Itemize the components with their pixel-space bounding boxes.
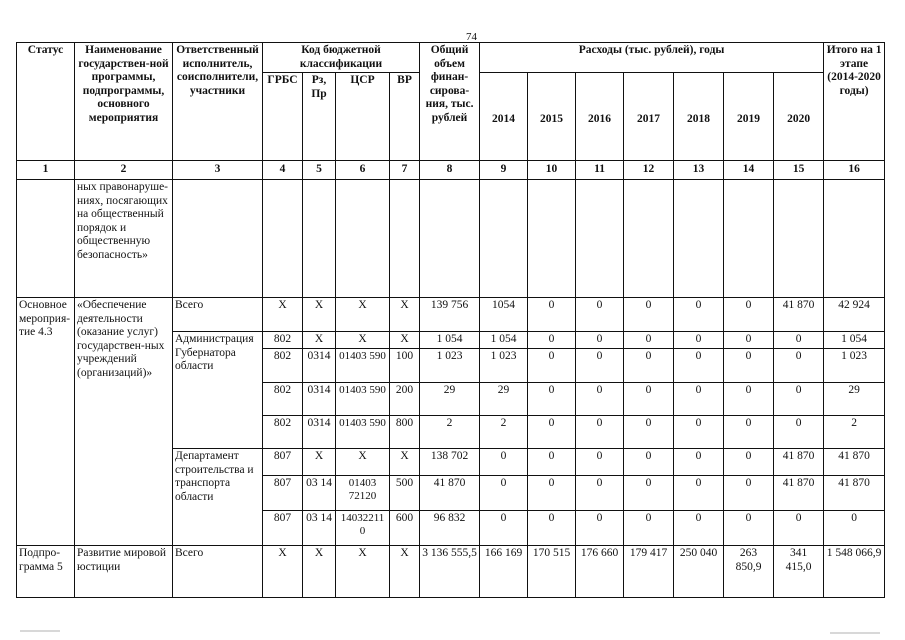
empty-cell (173, 180, 263, 298)
header-total-volume: Общий объем финан-сирова-ния, тыс. рублей (420, 43, 480, 161)
year-cell: 0 (674, 298, 724, 332)
header-year: 2016 (576, 73, 624, 161)
empty-cell (674, 180, 724, 298)
header-year: 2017 (624, 73, 674, 161)
column-number: 16 (824, 161, 885, 180)
rzpr-cell: X (303, 449, 336, 476)
column-number: 5 (303, 161, 336, 180)
year-cell: 0 (624, 349, 674, 383)
year-cell: 0 (528, 383, 576, 416)
itogo-cell: 2 (824, 416, 885, 449)
empty-cell (528, 180, 576, 298)
column-number: 15 (774, 161, 824, 180)
year-cell: 0 (774, 416, 824, 449)
empty-cell (263, 180, 303, 298)
column-number: 3 (173, 161, 263, 180)
year-cell: 0 (528, 511, 576, 546)
grbs-cell: 802 (263, 416, 303, 449)
empty-cell (303, 180, 336, 298)
program-name-cell: «Обеспечение деятельности (оказание услуг) государствен-ных учреждений (организаций)» (75, 298, 173, 546)
responsible-cell: Администрация Губернатора области (173, 332, 263, 449)
year-cell: 0 (480, 449, 528, 476)
column-number: 14 (724, 161, 774, 180)
column-number: 4 (263, 161, 303, 180)
year-cell: 0 (624, 476, 674, 511)
empty-cell (390, 180, 420, 298)
itogo-cell: 0 (824, 511, 885, 546)
year-cell: 0 (674, 349, 724, 383)
itogo-cell: 41 870 (824, 449, 885, 476)
empty-cell (480, 180, 528, 298)
rzpr-cell: X (303, 298, 336, 332)
budget-table (16, 42, 885, 598)
header-year: 2020 (774, 73, 824, 161)
year-cell: 0 (576, 476, 624, 511)
vr-cell: X (390, 298, 420, 332)
year-cell: 0 (774, 383, 824, 416)
csr-cell: 01403 72120 (336, 476, 390, 511)
year-cell: 0 (724, 449, 774, 476)
status-cell: Подпро-грамма 5 (17, 546, 75, 598)
year-cell: 0 (774, 332, 824, 349)
year-cell: 0 (576, 332, 624, 349)
year-cell: 0 (624, 511, 674, 546)
year-cell: 0 (724, 416, 774, 449)
year-cell: 0 (624, 298, 674, 332)
total-cell: 138 702 (420, 449, 480, 476)
year-cell: 0 (576, 511, 624, 546)
csr-cell: X (336, 298, 390, 332)
rzpr-cell: X (303, 546, 336, 598)
year-cell: 0 (774, 511, 824, 546)
total-cell: 1 023 (420, 349, 480, 383)
grbs-cell: X (263, 298, 303, 332)
year-cell: 41 870 (774, 476, 824, 511)
program-name-cell: Развитие мировой юстиции (75, 546, 173, 598)
table-row (17, 298, 885, 332)
itogo-cell: 29 (824, 383, 885, 416)
year-cell: 263 850,9 (724, 546, 774, 598)
empty-cell (774, 180, 824, 298)
vr-cell: 200 (390, 383, 420, 416)
grbs-cell: 807 (263, 476, 303, 511)
vr-cell: 800 (390, 416, 420, 449)
year-cell: 0 (724, 511, 774, 546)
empty-cell (336, 180, 390, 298)
itogo-cell: 42 924 (824, 298, 885, 332)
scan-artifact-line (20, 630, 60, 632)
year-cell: 0 (624, 416, 674, 449)
csr-cell: 01403 590 (336, 416, 390, 449)
empty-cell (824, 180, 885, 298)
itogo-cell: 41 870 (824, 476, 885, 511)
grbs-cell: 807 (263, 511, 303, 546)
grbs-cell: 807 (263, 449, 303, 476)
header-name: Наименование государствен-ной программы, подпрограммы, основного мероприятия (75, 43, 173, 161)
scan-artifact-line (830, 632, 880, 634)
status-cell: Основное мероприя-тие 4.3 (17, 298, 75, 546)
rzpr-cell: 03 14 (303, 511, 336, 546)
csr-cell: 01403 590 (336, 383, 390, 416)
year-cell: 1054 (480, 298, 528, 332)
grbs-cell: 802 (263, 383, 303, 416)
column-number: 11 (576, 161, 624, 180)
header-status: Статус (17, 43, 75, 161)
year-cell: 0 (480, 476, 528, 511)
year-cell: 0 (480, 511, 528, 546)
rzpr-cell: 0314 (303, 416, 336, 449)
year-cell: 0 (724, 383, 774, 416)
header-grbs: ГРБС (263, 73, 303, 161)
total-cell: 139 756 (420, 298, 480, 332)
year-cell: 0 (674, 332, 724, 349)
year-cell: 176 660 (576, 546, 624, 598)
year-cell: 0 (674, 476, 724, 511)
column-number: 9 (480, 161, 528, 180)
header-year: 2015 (528, 73, 576, 161)
year-cell: 1 023 (480, 349, 528, 383)
csr-cell: 01403 590 (336, 349, 390, 383)
empty-cell (576, 180, 624, 298)
csr-cell: X (336, 449, 390, 476)
table-row (17, 546, 885, 598)
header-responsible: Ответственный исполнитель, соисполнители, участники (173, 43, 263, 161)
rzpr-cell: 0314 (303, 349, 336, 383)
itogo-cell: 1 054 (824, 332, 885, 349)
total-cell: 96 832 (420, 511, 480, 546)
year-cell: 0 (674, 416, 724, 449)
vr-cell: X (390, 332, 420, 349)
total-cell: 41 870 (420, 476, 480, 511)
grbs-cell: X (263, 546, 303, 598)
column-number: 12 (624, 161, 674, 180)
year-cell: 0 (674, 511, 724, 546)
vr-cell: X (390, 546, 420, 598)
rzpr-cell: 0314 (303, 383, 336, 416)
year-cell: 166 169 (480, 546, 528, 598)
total-cell: 1 054 (420, 332, 480, 349)
year-cell: 0 (576, 383, 624, 416)
rzpr-cell: X (303, 332, 336, 349)
grbs-cell: 802 (263, 349, 303, 383)
year-cell: 2 (480, 416, 528, 449)
year-cell: 0 (724, 476, 774, 511)
header-rzpr: Рз, Пр (303, 73, 336, 161)
rzpr-cell: 03 14 (303, 476, 336, 511)
header-year: 2019 (724, 73, 774, 161)
header-csr: ЦСР (336, 73, 390, 161)
column-number: 8 (420, 161, 480, 180)
vr-cell: X (390, 449, 420, 476)
year-cell: 0 (624, 449, 674, 476)
year-cell: 341 415,0 (774, 546, 824, 598)
itogo-cell: 1 548 066,9 (824, 546, 885, 598)
column-number: 2 (75, 161, 173, 180)
year-cell: 0 (528, 349, 576, 383)
column-number: 13 (674, 161, 724, 180)
header-year: 2014 (480, 73, 528, 161)
column-number: 6 (336, 161, 390, 180)
header-expenses: Расходы (тыс. рублей), годы (480, 43, 824, 73)
header-vr: ВР (390, 73, 420, 161)
empty-cell (624, 180, 674, 298)
empty-cell (420, 180, 480, 298)
year-cell: 0 (624, 383, 674, 416)
itogo-cell: 1 023 (824, 349, 885, 383)
year-cell: 0 (576, 416, 624, 449)
responsible-cell: Всего (173, 546, 263, 598)
csr-cell: X (336, 546, 390, 598)
year-cell: 0 (528, 416, 576, 449)
header-year: 2018 (674, 73, 724, 161)
header-budget-code: Код бюджетной классификации (263, 43, 420, 73)
year-cell: 0 (674, 383, 724, 416)
column-number: 1 (17, 161, 75, 180)
csr-cell: 14032211 0 (336, 511, 390, 546)
column-number: 7 (390, 161, 420, 180)
page-number: 74 (466, 31, 477, 43)
year-cell: 0 (774, 349, 824, 383)
year-cell: 0 (724, 349, 774, 383)
header-itogo: Итого на 1 этапе (2014-2020 годы) (824, 43, 885, 161)
csr-cell: X (336, 332, 390, 349)
year-cell: 0 (624, 332, 674, 349)
empty-cell (724, 180, 774, 298)
responsible-cell: Всего (173, 298, 263, 332)
year-cell: 41 870 (774, 298, 824, 332)
column-number-row (17, 161, 885, 180)
empty-cell (17, 180, 75, 298)
year-cell: 0 (674, 449, 724, 476)
continuation-row (17, 180, 885, 298)
year-cell: 0 (528, 298, 576, 332)
year-cell: 29 (480, 383, 528, 416)
year-cell: 0 (528, 476, 576, 511)
year-cell: 0 (576, 449, 624, 476)
grbs-cell: 802 (263, 332, 303, 349)
year-cell: 0 (724, 332, 774, 349)
vr-cell: 500 (390, 476, 420, 511)
vr-cell: 600 (390, 511, 420, 546)
year-cell: 0 (576, 298, 624, 332)
responsible-cell: Департамент строительства и транспорта области (173, 449, 263, 546)
year-cell: 0 (576, 349, 624, 383)
total-cell: 29 (420, 383, 480, 416)
year-cell: 179 417 (624, 546, 674, 598)
column-number: 10 (528, 161, 576, 180)
year-cell: 0 (528, 449, 576, 476)
total-cell: 2 (420, 416, 480, 449)
vr-cell: 100 (390, 349, 420, 383)
year-cell: 0 (724, 298, 774, 332)
continuation-text: ных правонаруше-ниях, посягающих на общественный порядок и общественную безопасность» (75, 180, 173, 298)
year-cell: 0 (528, 332, 576, 349)
total-cell: 3 136 555,5 (420, 546, 480, 598)
year-cell: 170 515 (528, 546, 576, 598)
year-cell: 1 054 (480, 332, 528, 349)
year-cell: 41 870 (774, 449, 824, 476)
year-cell: 250 040 (674, 546, 724, 598)
